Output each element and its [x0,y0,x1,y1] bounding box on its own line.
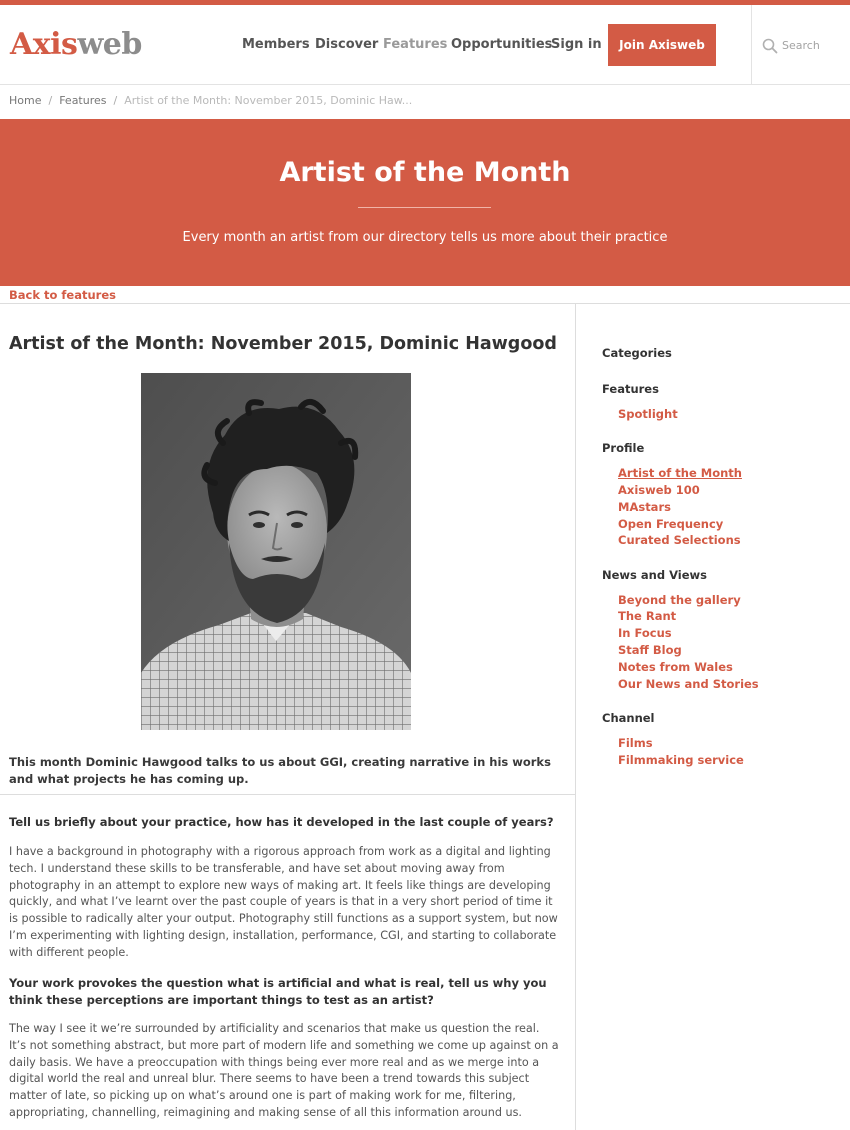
breadcrumb-separator: / [48,94,53,107]
join-axisweb-button[interactable]: Join Axisweb [608,24,716,66]
sidebar-group-profile: Profile [602,441,645,455]
breadcrumb-home[interactable]: Home [9,94,42,107]
nav-opportunities[interactable]: Opportunities [451,37,553,52]
sidebar-link-beyond-the-gallery[interactable]: Beyond the gallery [618,593,741,607]
hero-title: Artist of the Month [279,157,571,188]
sidebar-link-artist-of-the-month[interactable]: Artist of the Month [618,466,742,480]
sidebar-group-news-and-views: News and Views [602,568,707,582]
logo-part-1: Axis [10,27,78,62]
portrait-illustration [141,373,411,730]
article-intro: This month Dominic Hawgood talks to us about GGI, creating narrative in his works and what projects he has coming up. [9,755,551,786]
search-box [751,5,850,85]
artist-portrait-image [141,373,411,730]
sidebar-link-films[interactable]: Films [618,736,653,750]
sidebar-link-filmmaking-service[interactable]: Filmmaking service [618,753,744,767]
breadcrumb-separator: / [113,94,118,107]
nav-members[interactable]: Members [242,37,310,52]
breadcrumb [9,94,412,108]
hero-divider [358,207,491,208]
breadcrumb-features[interactable]: Features [59,94,107,107]
sidebar-link-mastars[interactable]: MAstars [618,500,671,514]
divider [0,794,575,795]
sidebar-link-in-focus[interactable]: In Focus [618,626,672,640]
sidebar-link-the-rant[interactable]: The Rant [618,609,677,623]
sidebar-link-curated-selections[interactable]: Curated Selections [618,533,741,547]
hero-banner [0,119,850,286]
back-to-features-link[interactable]: Back to features [9,288,116,302]
sidebar-link-our-news-and-stories[interactable]: Our News and Stories [618,677,759,691]
column-divider [575,303,576,1130]
answer-1: I have a background in photography with a rigorous approach from work as a digital and lighting tech. I understand these skills to be transferable, and have set about moving away from photography in an attempt to explore new ways of making art. It feels like things are developing quickly, and what I’ve learnt over the past couple of years is that in a very short period of time it is possible to radically alter your output. Photography still functions as a support system, but now I’m experimenting with lighting design, installation, performance, CGI, and starting to collaborate with different people. [9,845,558,959]
nav-features[interactable]: Features [383,37,448,52]
breadcrumb-current: Artist of the Month: November 2015, Dominic Haw... [124,94,413,107]
sidebar-link-axisweb-100[interactable]: Axisweb 100 [618,483,700,497]
axisweb-logo[interactable] [10,29,142,61]
search-icon[interactable] [762,38,778,54]
article-title: Artist of the Month: November 2015, Dominic Hawgood [9,334,557,354]
sidebar-link-open-frequency[interactable]: Open Frequency [618,517,724,531]
question-2: Your work provokes the question what is artificial and what is real, tell us why you think these perceptions are important things to test as an artist? [9,976,547,1007]
sidebar-link-notes-from-wales[interactable]: Notes from Wales [618,660,733,674]
logo-part-2: web [77,27,142,62]
sidebar-link-spotlight[interactable]: Spotlight [618,407,678,421]
site-header [0,5,850,85]
sidebar-group-channel: Channel [602,711,655,725]
nav-sign-in[interactable]: Sign in [551,37,602,52]
search-input[interactable] [782,35,846,55]
sidebar-group-features: Features [602,382,659,396]
divider [0,303,850,304]
nav-discover[interactable]: Discover [315,37,379,52]
hero-subtitle: Every month an artist from our directory tells us more about their practice [182,230,668,245]
answer-2: The way I see it we’re surrounded by artificiality and scenarios that make us question the real. It’s not something abstract, but more part of modern life and something we come up against on a daily basis. We have a preoccupation with things being ever more real and as we merge into a digital world the real and unreal blur. There seems to have been a trend towards this subject matter of late, so picking up on what’s around one is part of making work for me, filtering, appropriating, channelling, reimagining and making sense of all this information around us. [9,1022,559,1119]
question-1: Tell us briefly about your practice, how has it developed in the last couple of years? [9,815,554,829]
sidebar-title: Categories [602,346,672,360]
sidebar-link-staff-blog[interactable]: Staff Blog [618,643,682,657]
